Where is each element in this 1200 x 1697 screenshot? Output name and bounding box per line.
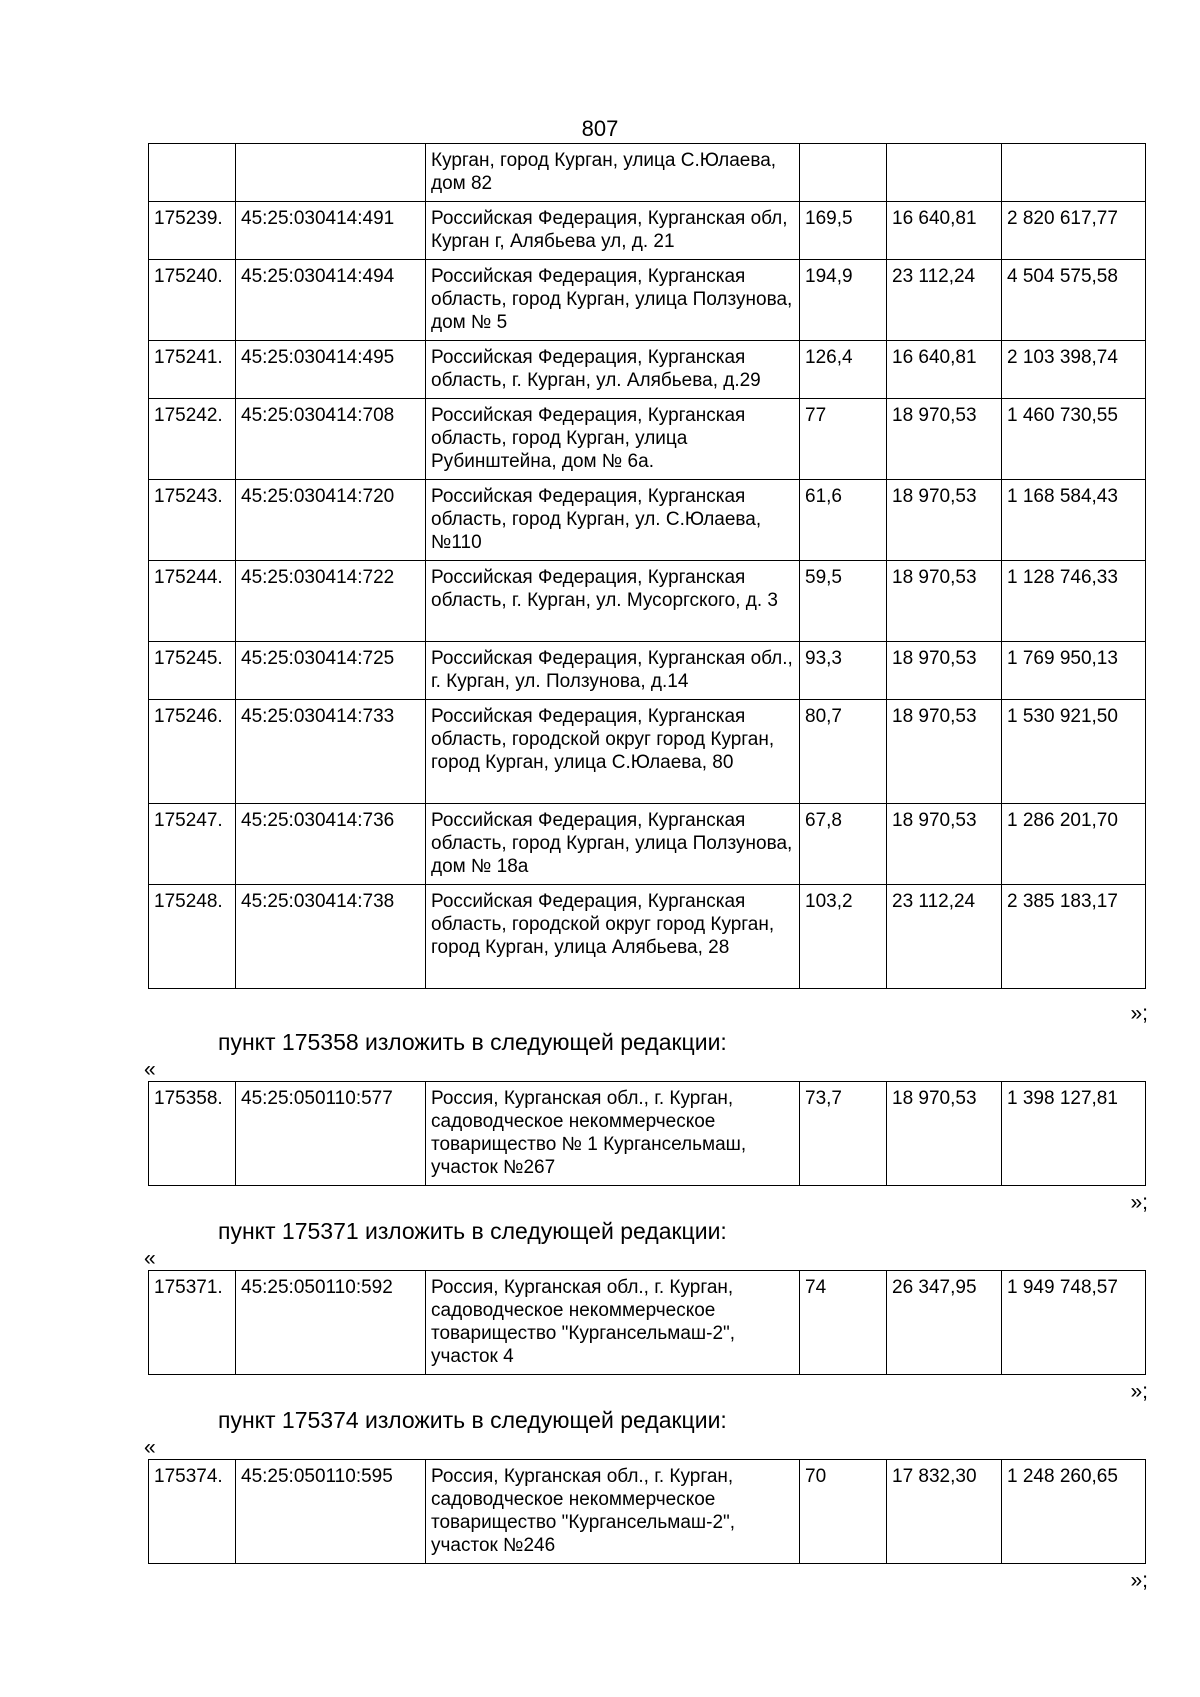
cell-address: Российская Федерация, Курганская область, город Курган, улица Рубинштейна, дом № 6а. [426,399,800,480]
cell-cadastral: 45:25:030414:495 [236,341,426,399]
cell-value: 1 460 730,55 [1002,399,1146,480]
main-registry-table [148,143,1146,989]
amendment-instruction: пункт 175374 изложить в следующей редакции: [218,1407,727,1433]
cell-cadastral: 45:25:030414:720 [236,480,426,561]
cell-num: 175239. [149,202,236,260]
cell-rate: 16 640,81 [887,341,1002,399]
table-row [149,804,1146,885]
cell-address: Российская Федерация, Курганская область, город Курган, улица Ползунова, дом № 18а [426,804,800,885]
cell-cadastral: 45:25:030414:708 [236,399,426,480]
cell-value: 2 103 398,74 [1002,341,1146,399]
cell-address: Российская Федерация, Курганская область, городской округ город Курган, город Курган, улица С.Юлаева, 80 [426,700,800,804]
cell-cadastral: 45:25:030414:722 [236,561,426,642]
cell-value: 1 128 746,33 [1002,561,1146,642]
closing-quote-marker: »; [1130,1380,1148,1403]
cell-area: 70 [800,1460,887,1564]
cell-rate: 26 347,95 [887,1271,1002,1375]
cell-address: Российская Федерация, Курганская область, город Курган, ул. С.Юлаева, №110 [426,480,800,561]
cell-cadastral: 45:25:030414:736 [236,804,426,885]
cell-rate: 23 112,24 [887,260,1002,341]
cell-area: 126,4 [800,341,887,399]
cell-value: 1 398 127,81 [1002,1082,1146,1186]
cell-rate: 16 640,81 [887,202,1002,260]
cell-num: 175245. [149,642,236,700]
cell-area: 67,8 [800,804,887,885]
cell-address: Россия, Курганская обл., г. Курган, садоводческое некоммерческое товарищество № 1 Кургансельмаш, участок №267 [426,1082,800,1186]
cell-address: Российская Федерация, Курганская область, город Курган, улица Ползунова, дом № 5 [426,260,800,341]
cell-value: 1 248 260,65 [1002,1460,1146,1564]
cell-area: 93,3 [800,642,887,700]
opening-quote-marker: « [144,1058,156,1081]
cell-num: 175371. [149,1271,236,1375]
cell-cadastral: 45:25:050110:592 [236,1271,426,1375]
cell-address: Российская Федерация, Курганская область, городской округ город Курган, город Курган, улица Алябьева, 28 [426,885,800,989]
cell-value: 2 820 617,77 [1002,202,1146,260]
amendment-table [148,1459,1146,1564]
cell-area: 74 [800,1271,887,1375]
cell-rate: 18 970,53 [887,399,1002,480]
cell-address: Российская Федерация, Курганская область, г. Курган, ул. Алябьева, д.29 [426,341,800,399]
amendment-instruction: пункт 175371 изложить в следующей редакции: [218,1218,727,1244]
cell-num: 175240. [149,260,236,341]
cell-area: 194,9 [800,260,887,341]
cell-area: 77 [800,399,887,480]
cell-num: 175246. [149,700,236,804]
cell-value: 1 949 748,57 [1002,1271,1146,1375]
closing-quote-marker: »; [1130,1002,1148,1025]
cell-rate: 18 970,53 [887,1082,1002,1186]
cell-num: 175248. [149,885,236,989]
cell-cadastral: 45:25:030414:494 [236,260,426,341]
cell-rate: 18 970,53 [887,561,1002,642]
cell-area [800,144,887,202]
amendment-table [148,1270,1146,1375]
table-row [149,700,1146,804]
cell-address: Российская Федерация, Курганская обл, Курган г, Алябьева ул, д. 21 [426,202,800,260]
table-row [149,1460,1146,1564]
opening-quote-marker: « [144,1436,156,1459]
cell-value [1002,144,1146,202]
cell-value: 1 168 584,43 [1002,480,1146,561]
cell-rate: 23 112,24 [887,885,1002,989]
cell-cadastral: 45:25:050110:595 [236,1460,426,1564]
opening-quote-marker: « [144,1247,156,1270]
cell-address: Россия, Курганская обл., г. Курган, садоводческое некоммерческое товарищество "Кургансельмаш-2", участок №246 [426,1460,800,1564]
table-row [149,642,1146,700]
amendment-instruction: пункт 175358 изложить в следующей редакции: [218,1029,727,1055]
table-row [149,341,1146,399]
cell-rate: 18 970,53 [887,642,1002,700]
cell-area: 59,5 [800,561,887,642]
table-row [149,1271,1146,1375]
cell-rate: 18 970,53 [887,700,1002,804]
cell-area: 73,7 [800,1082,887,1186]
cell-address: Российская Федерация, Курганская обл., г. Курган, ул. Ползунова, д.14 [426,642,800,700]
cell-rate [887,144,1002,202]
cell-value: 1 769 950,13 [1002,642,1146,700]
cell-num: 175241. [149,341,236,399]
table-row [149,561,1146,642]
cell-num [149,144,236,202]
cell-cadastral: 45:25:030414:491 [236,202,426,260]
cell-value: 1 286 201,70 [1002,804,1146,885]
cell-value: 2 385 183,17 [1002,885,1146,989]
cell-area: 61,6 [800,480,887,561]
table-row [149,480,1146,561]
cell-address: Российская Федерация, Курганская область, г. Курган, ул. Мусоргского, д. 3 [426,561,800,642]
table-row [149,1082,1146,1186]
closing-quote-marker: »; [1130,1569,1148,1592]
table-row [149,202,1146,260]
cell-num: 175358. [149,1082,236,1186]
cell-value: 4 504 575,58 [1002,260,1146,341]
cell-num: 175247. [149,804,236,885]
cell-cadastral: 45:25:030414:725 [236,642,426,700]
cell-area: 169,5 [800,202,887,260]
table-row [149,885,1146,989]
cell-value: 1 530 921,50 [1002,700,1146,804]
cell-num: 175244. [149,561,236,642]
closing-quote-marker: »; [1130,1191,1148,1214]
cell-rate: 18 970,53 [887,804,1002,885]
table-row-continuation [149,144,1146,202]
cell-num: 175374. [149,1460,236,1564]
table-row [149,399,1146,480]
cell-num: 175242. [149,399,236,480]
cell-cadastral: 45:25:050110:577 [236,1082,426,1186]
cell-cadastral: 45:25:030414:738 [236,885,426,989]
cell-cadastral [236,144,426,202]
cell-area: 80,7 [800,700,887,804]
cell-cadastral: 45:25:030414:733 [236,700,426,804]
cell-address: Россия, Курганская обл., г. Курган, садоводческое некоммерческое товарищество "Кургансельмаш-2", участок 4 [426,1271,800,1375]
amendment-table [148,1081,1146,1186]
cell-area: 103,2 [800,885,887,989]
table-row [149,260,1146,341]
page-number: 807 [581,116,619,141]
cell-rate: 18 970,53 [887,480,1002,561]
cell-rate: 17 832,30 [887,1460,1002,1564]
cell-num: 175243. [149,480,236,561]
cell-address: Курган, город Курган, улица С.Юлаева, дом 82 [426,144,800,202]
